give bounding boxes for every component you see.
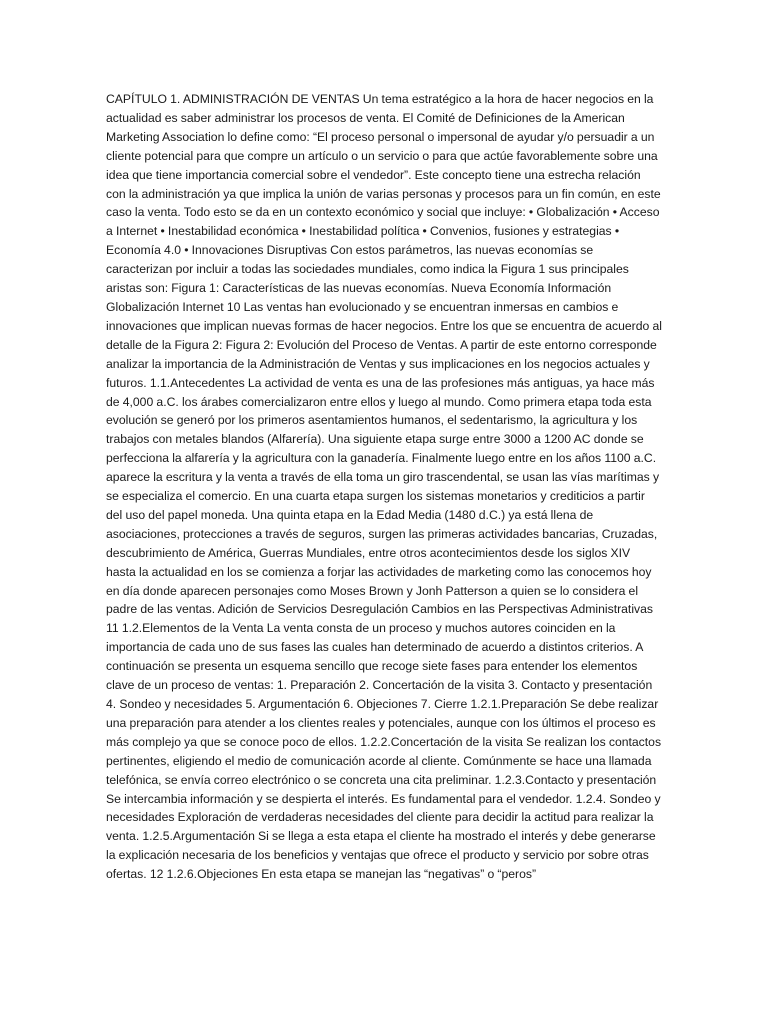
document-page bbox=[106, 90, 662, 884]
document-body-text: CAPÍTULO 1. ADMINISTRACIÓN DE VENTAS Un tema estratégico a la hora de hacer negocios en la actualidad es saber administrar los procesos de venta. El Comité de Definiciones de la American Marketing Association lo define como: “El proceso personal o impersonal de ayudar y/o persuadir a un cliente potencial para que compre un artículo o un servicio o para que actúe favorablemente sobre una idea que tiene importancia comercial sobre el vendedor”. Este concepto tiene una estrecha relación con la administración ya que implica la unión de varias personas y procesos para un fin común, en este caso la venta. Todo esto se da en un contexto económico y social que incluye: • Globalización • Acceso a Internet • Inestabilidad económica • Inestabilidad política • Convenios, fusiones y estrategias • Economía 4.0 • Innovaciones Disruptivas Con estos parámetros, las nuevas economías se caracterizan por incluir a todas las sociedades mundiales, como indica la Figura 1 sus principales aristas son: Figura 1: Características de las nuevas economías. Nueva Economía Información Globalización Internet 10 Las ventas han evolucionado y se encuentran inmersas en cambios e innovaciones que implican nuevas formas de hacer negocios. Entre los que se encuentra de acuerdo al detalle de la Figura 2: Figura 2: Evolución del Proceso de Ventas. A partir de este entorno corresponde analizar la importancia de la Administración de Ventas y sus implicaciones en los negocios actuales y futuros. 1.1.Antecedentes La actividad de venta es una de las profesiones más antiguas, ya hace más de 4,000 a.C. los árabes comercializaron entre ellos y luego al mundo. Como primera etapa toda esta evolución se generó por los primeros asentamientos humanos, el sedentarismo, la agricultura y los trabajos con metales blandos (Alfarería). Una siguiente etapa surge entre 3000 a 1200 AC donde se perfecciona la alfarería y la agricultura con la ganadería. Finalmente luego entre en los años 1100 a.C. aparece la escritura y la venta a través de ella toma un giro trascendental, se usan las vías marítimas y se especializa el comercio. En una cuarta etapa surgen los sistemas monetarios y crediticios a partir del uso del papel moneda. Una quinta etapa en la Edad Media (1480 d.C.) ya está llena de asociaciones, protecciones a través de seguros, surgen las primeras actividades bancarias, Cruzadas, descubrimiento de América, Guerras Mundiales, entre otros acontecimientos desde los siglos XIV hasta la actualidad en los se comienza a forjar las actividades de marketing como las conocemos hoy en día donde aparecen personajes como Moses Brown y Jonh Patterson a quien se lo considera el padre de las ventas. Adición de Servicios Desregulación Cambios en las Perspectivas Administrativas 11 1.2.Elementos de la Venta La venta consta de un proceso y muchos autores coinciden en la importancia de cada uno de sus fases las cuales han determinado de acuerdo a distintos criterios. A continuación se presenta un esquema sencillo que recoge siete fases para entender los elementos clave de un proceso de ventas: 1. Preparación 2. Concertación de la visita 3. Contacto y presentación 4. Sondeo y necesidades 5. Argumentación 6. Objeciones 7. Cierre 1.2.1.Preparación Se debe realizar una preparación para atender a los clientes reales y potenciales, aunque con los últimos el proceso es más complejo ya que se conoce poco de ellos. 1.2.2.Concertación de la visita Se realizan los contactos pertinentes, eligiendo el medio de comunicación acorde al cliente. Comúnmente se hace una llamada telefónica, se envía correo electrónico o se concreta una cita preliminar. 1.2.3.Contacto y presentación Se intercambia información y se despierta el interés. Es fundamental para el vendedor. 1.2.4. Sondeo y necesidades Exploración de verdaderas necesidades del cliente para decidir la actitud para realizar la venta. 1.2.5.Argumentación Si se llega a esta etapa el cliente ha mostrado el interés y debe generarse la explicación necesaria de los beneficios y ventajas que ofrece el producto y servicio por sobre otras ofertas. 12 1.2.6.Objeciones En esta etapa se manejan las “negativas” o “peros” bbox=[106, 92, 662, 882]
